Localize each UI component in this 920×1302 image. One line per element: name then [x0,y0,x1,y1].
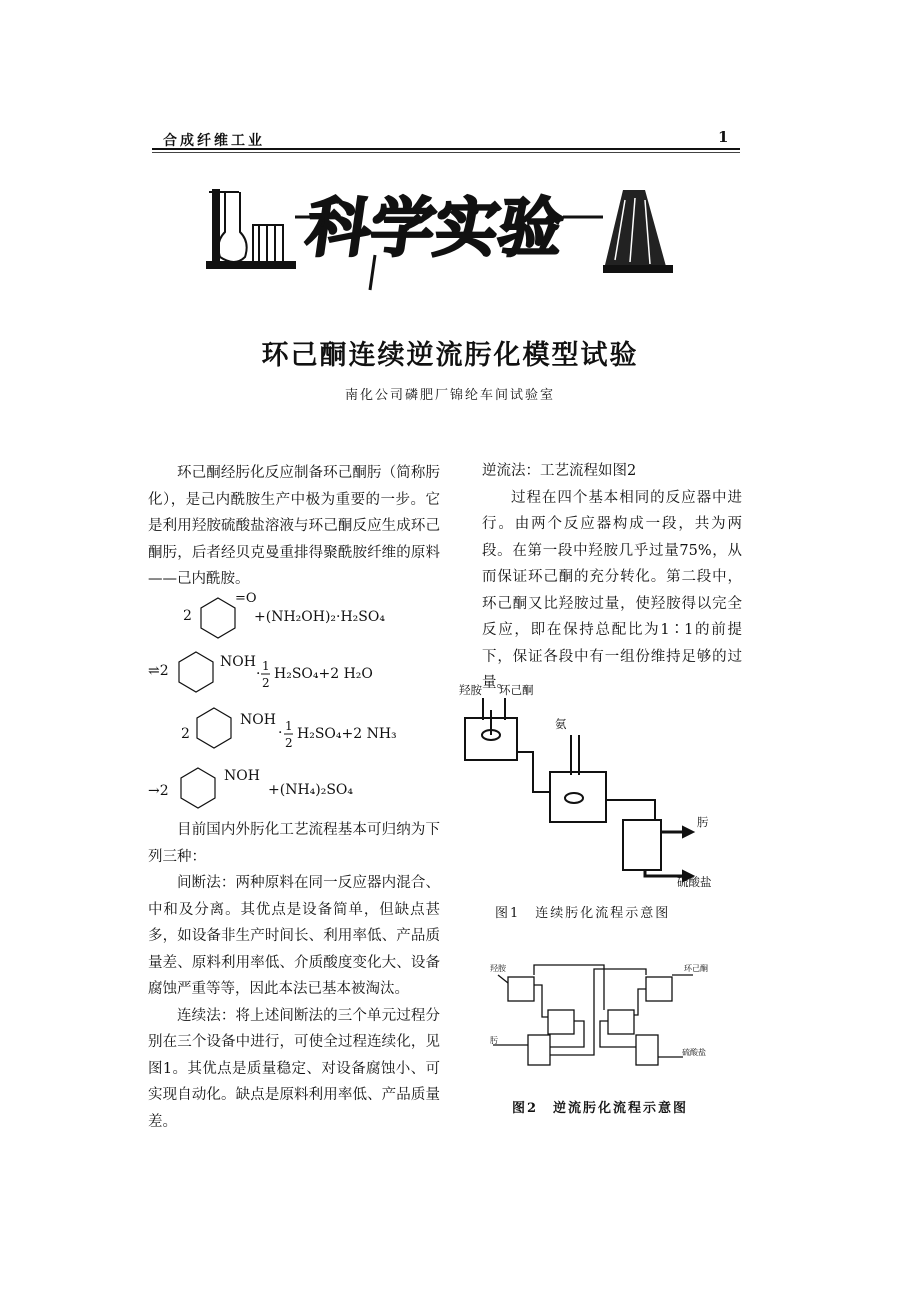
left-column-body [148,817,440,1135]
countercurrent-flow-diagram [488,955,710,1075]
page-number: 1 [718,128,729,146]
article-title: 环己酮连续逆流肟化模型试验 [261,340,639,371]
fig1-label-cyclohexanone: 环己酮 [499,683,534,697]
eq2-den: 2 [262,676,270,690]
paragraph-countercurrent: 逆流法：工艺流程如图2 [482,463,637,479]
paragraph-overview: 目前国内外肟化工艺流程基本可归纳为下列三种： [148,822,440,865]
journal-name: 合成纤维工业 [163,133,265,149]
eq1-rest: +(NH₂OH)₂·H₂SO₄ [254,609,385,625]
eq4-ring [181,768,215,808]
eq2-dot: · [256,666,261,682]
paragraph-continuous: 连续法：将上述间断法的三个单元过程分别在三个设备中进行，可使全过程连续化，见图1。其优点是质量稳定、对设备腐蚀小、可实现自动化。缺点是原料利用率低、产品质量差。 [148,1007,440,1130]
paragraph-batch: 间断法：两种原料在同一反应器内混合、中和及分离。其优点是设备简单，但缺点甚多，如设备非生产时间长、利用率低、产品质量差、原料利用率低、介质酸度变化大、设备腐蚀严重等等，因此本法已基本被淘汰。 [148,875,440,997]
fig1-label-oxime: 肟 [697,815,709,829]
figure-2-caption: 图2 逆流肟化流程示意图 [512,1101,689,1116]
right-column-body [482,458,742,697]
eq4-rest: +(NH₄)₂SO₄ [268,782,354,798]
eq1-ring [201,598,235,638]
lab-glassware-icon [207,190,295,268]
eq2-ring [179,652,213,692]
eq3-rest: H₂SO₄+2 NH₃ [297,726,397,742]
eq1-oxo: =O [235,591,257,606]
header-rule-thin [152,152,740,153]
eq3-dot: · [278,725,283,741]
figure-2 [488,955,710,1075]
eq4-prefix: →2 [148,783,169,799]
fig2-label-cyclohexanone: 环己酮 [684,964,708,973]
eq4-noh: NOH [224,768,260,784]
fig1-label-hydroxylamine: 羟胺 [459,683,482,697]
paragraph-process: 过程在四个基本相同的反应器中进行。由两个反应器构成一段，共为两段。在第一段中羟胺几乎过量75%，从而保证环己酮的充分转化。第二段中，环己酮又比羟胺过量，使羟胺得以完全反应，即在保持总配比为1∶1的前提下，保证各段中有一组份维持足够的过量。 [482,489,742,691]
eq2-rest: H₂SO₄+2 H₂O [274,666,373,682]
banner-title: 科学实验 [301,191,568,266]
fig1-label-sulfate: 硫酸盐 [677,875,712,889]
eq3-den: 2 [285,736,293,750]
figure-1 [455,680,735,890]
eq1-coef: 2 [183,608,192,624]
equation-block [148,590,448,815]
fig2-label-oxime: 肟 [490,1036,498,1045]
fig2-label-sulfate: 硫酸盐 [682,1048,706,1057]
fig2-label-hydroxylamine: 羟胺 [490,964,506,973]
eq3-ring [197,708,231,748]
continuous-flow-diagram [455,680,735,890]
article-author: 南化公司磷肥厂锦纶车间试验室 [344,388,555,403]
figure-1-caption: 图1 连续肟化流程示意图 [495,906,671,921]
section-banner [205,170,675,295]
fiber-spindle-icon [603,190,673,273]
intro-paragraph: 环己酮经肟化反应制备环己酮肟（简称肟化），是己内酰胺生产中极为重要的一步。它是利用羟胺硫酸盐溶液与环己酮反应生成环己酮肟，后者经贝克曼重排得聚酰胺纤维的原料——己内酰胺。 [148,465,440,587]
eq3-num: 1 [285,719,293,733]
eq3-coef: 2 [181,726,190,742]
eq3-noh: NOH [240,712,276,728]
left-column-intro [148,460,440,593]
eq2-noh: NOH [220,654,256,670]
eq2-num: 1 [262,659,270,673]
fig1-label-ammonia: 氨 [555,717,567,731]
reaction-equations [148,590,448,815]
header-rule [152,148,740,150]
eq2-prefix: ⇌2 [148,663,169,679]
